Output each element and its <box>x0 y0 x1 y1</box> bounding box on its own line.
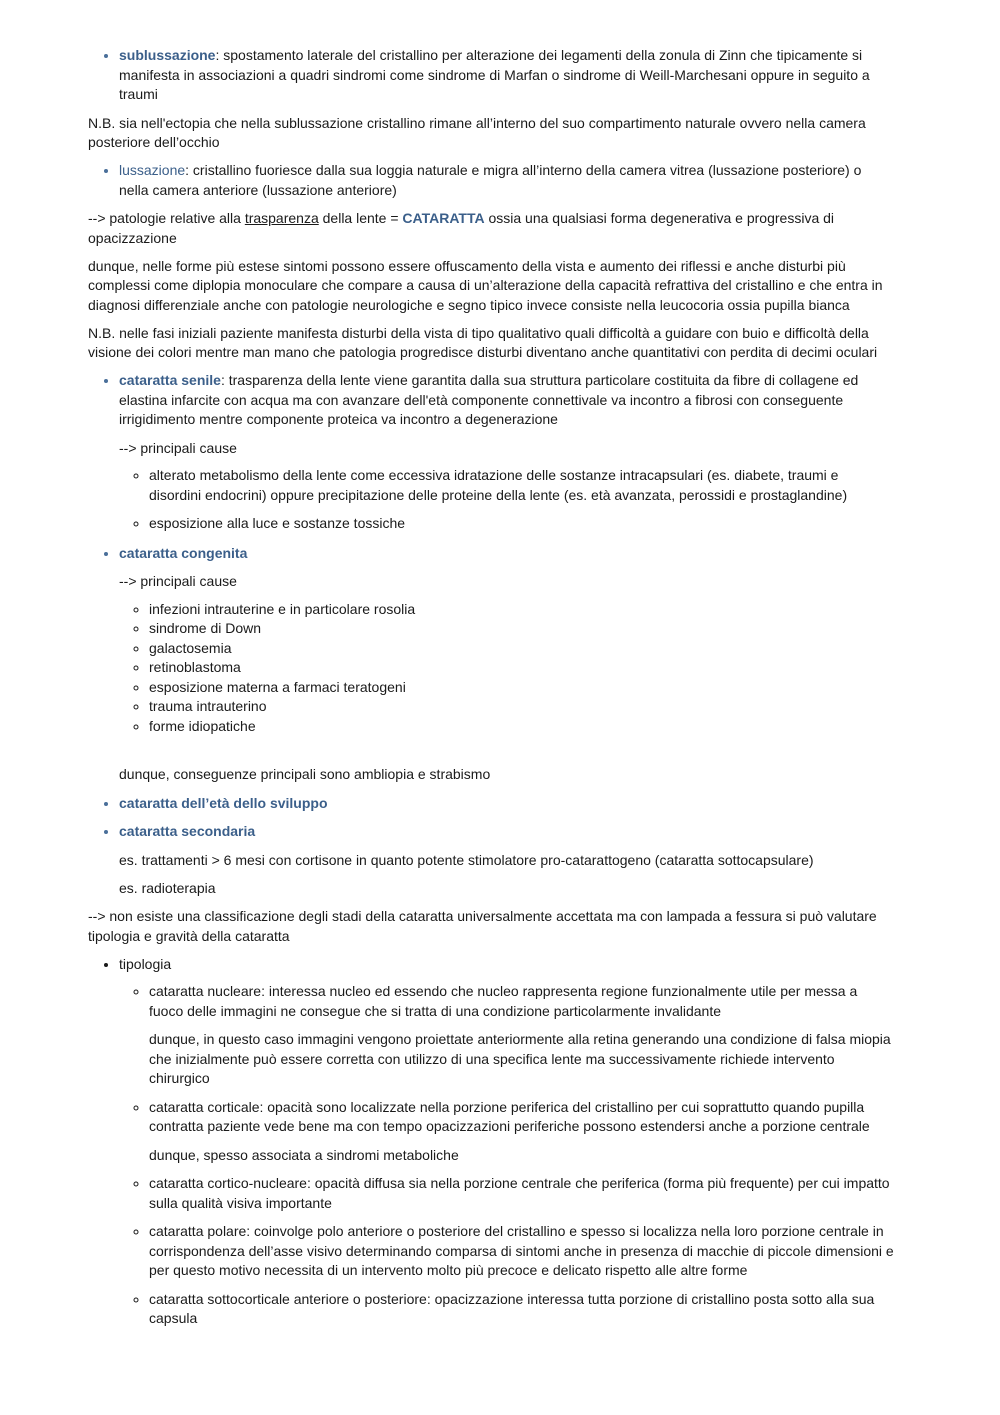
term-cataratta-secondaria: cataratta secondaria <box>119 823 256 839</box>
trasparenza-middle: della lente = <box>318 210 403 226</box>
text-sublussazione: : spostamento laterale del cristallino per alterazione dei legamenti della zonula di Zinn che tipicamente si manifesta in associazioni a quadri sindromi come sindrome di Marfan o sindrome di Weill-Marchesani oppure in seguito a traumi <box>119 47 870 102</box>
nb-fasi-paragraph: N.B. nelle fasi iniziali paziente manifesta disturbi della vista di tipo qualitativo quali difficoltà a guidare con buio e difficoltà della visione dei colori mentre man mano che patologia progredisce disturbi diventano anche quantitativi con perdita di decimi oculari <box>88 324 878 360</box>
text-lussazione: : cristallino fuoriesce dalla sua loggia naturale e migra all’interno della camera vitrea (lussazione posteriore) o nella camera anteriore (lussazione anteriore) <box>119 162 862 198</box>
congenita-cause-label: --> principali cause <box>119 573 237 589</box>
list-item-cataratta-sviluppo <box>119 794 894 814</box>
list-sublussazione <box>88 46 894 105</box>
trasparenza-suffix: ossia una qualsiasi forma degenerativa e progressiva di opacizzazione <box>88 210 835 246</box>
trasparenza-paragraph <box>88 209 894 248</box>
list-item-congenita-cause: ◦ galactosemia <box>149 639 894 659</box>
secondaria-es1: es. trattamenti > 6 mesi con cortisone in quanto potente stimolatore pro-catarattogeno (cataratta sottocapsulare) <box>119 851 814 868</box>
sintomi-paragraph: dunque, nelle forme più estese sintomi possono essere offuscamento della vista e aumento dei riflessi e anche disturbi più complessi come diplopia monoculare che compare a causa di un’alterazione della capacità refrattiva del cristallino e che entra in diagnosi differenziale anche con patologie neurologiche e segno tipico invece consiste nella leucocoria ossia pupilla bianca <box>88 257 883 313</box>
term-cataratta-senile: cataratta senile <box>119 372 221 388</box>
list-item-cataratta-senile <box>119 371 894 534</box>
list-item-congenita-cause: ◦ forme idiopatiche <box>149 717 894 737</box>
list-tipologia <box>88 955 894 1329</box>
trasparenza-underlined: trasparenza <box>244 210 319 226</box>
list-item-tipologia-polare: ◦ cataratta polare: coinvolge polo anteriore o posteriore del cristallino e spesso si localizza nella loro porzione centrale in corrispondenza dell’asse visivo determinando comparsa di sintomi anche in presenza di macchie di piccole dimensioni e per questo motivo necessita di un intervento molto più precoce e delicato rispetto alle altre forme <box>149 1222 894 1281</box>
list-tipologia-items <box>119 982 894 1329</box>
tipologia-nucleare-text: cataratta nucleare: interessa nucleo ed essendo che nucleo rappresenta regione funzionalmente utile per messa a fuoco delle immagini ne consegue che si tratta di una condizione particolarmente invalidante <box>149 983 858 1019</box>
term-sublussazione: sublussazione <box>119 47 216 63</box>
list-item-tipologia-nucleare <box>149 982 894 1089</box>
classificazione-paragraph: --> non esiste una classificazione degli stadi della cataratta universalmente accettata ma con lampada a fessura si può valutare tipologia e gravità della cataratta <box>88 908 877 944</box>
list-item-congenita-cause: ◦ trauma intrauterino <box>149 697 894 717</box>
senile-cause-label: --> principali cause <box>119 439 237 456</box>
list-item-congenita-cause: ◦ sindrome di Down <box>149 619 894 639</box>
secondaria-es2: es. radioterapia <box>119 880 216 896</box>
list-item-tipologia-corticale <box>149 1098 894 1166</box>
tipologia-label: tipologia <box>119 955 172 972</box>
list-item-cataratta-congenita <box>119 544 894 785</box>
tipologia-corticale-note: dunque, spesso associata a sindromi metaboliche <box>149 1146 459 1163</box>
list-senile-cause <box>119 466 894 534</box>
term-cataratta-congenita: cataratta congenita <box>119 544 248 561</box>
list-item-tipologia-sottocorticale: ◦ cataratta sottocorticale anteriore o posteriore: opacizzazione interessa tutta porzione di cristallino posta sotto alla sua capsula <box>149 1290 894 1329</box>
text-cataratta-senile: : trasparenza della lente viene garantita dalla sua struttura particolare costituita da fibre di collagene ed elastina infarcite con acqua ma con avanzare dell'età componente connettivale va incontro a fibrosi con conseguente irrigidimento mentre componente proteica va incontro a degenerazione <box>119 372 859 427</box>
list-item-cataratta-secondaria <box>119 822 894 899</box>
list-lussazione <box>88 161 894 200</box>
list-item-senile-cause: ◦ esposizione alla luce e sostanze tossiche <box>149 514 894 534</box>
list-item-sublussazione <box>119 46 894 105</box>
list-item-congenita-cause: ◦ esposizione materna a farmaci teratogeni <box>149 678 894 698</box>
term-lussazione: lussazione <box>119 162 186 178</box>
nb-ectopia-paragraph: N.B. sia nell'ectopia che nella sublussazione cristallino rimane all’interno del suo compartimento naturale ovvero nella camera posteriore dell’occhio <box>88 114 866 150</box>
list-item-lussazione <box>119 161 894 200</box>
list-cataratta-forme <box>88 371 894 899</box>
tipologia-nucleare-note: dunque, in questo caso immagini vengono proiettate anteriormente alla retina generando una condizione di falsa miopia che inizialmente può essere corretta con utilizzo di una specifica lente ma successivamente richiede intervento chirurgico <box>149 1031 891 1086</box>
trasparenza-prefix: --> patologie relative alla <box>88 210 245 226</box>
term-cataratta-sviluppo: cataratta dell’età dello sviluppo <box>119 794 328 811</box>
list-item-congenita-cause: ◦ infezioni intrauterine e in particolare rosolia <box>149 600 894 620</box>
congenita-conseguenze: dunque, conseguenze principali sono ambliopia e strabismo <box>119 766 491 782</box>
list-congenita-cause <box>119 600 894 737</box>
tipologia-corticale-text: cataratta corticale: opacità sono localizzate nella porzione periferica del cristallino per cui soprattutto quando pupilla contratta paziente vede bene ma con tempo opacizzazioni periferiche possono estendersi anche a porzione centrale <box>149 1098 870 1134</box>
list-item-tipologia <box>119 955 894 1329</box>
list-item-tipologia-cortico-nucleare: ◦ cataratta cortico-nucleare: opacità diffusa sia nella porzione centrale che periferica (forma più frequente) per cui impatto sulla qualità visiva importante <box>149 1174 894 1213</box>
list-item-congenita-cause: ◦ retinoblastoma <box>149 658 894 678</box>
document-page <box>88 46 894 1338</box>
cataratta-highlight: CATARATTA <box>402 210 485 226</box>
list-item-senile-cause: ◦ alterato metabolismo della lente come eccessiva idratazione delle sostanze intracapsulari (es. diabete, traumi e disordini endocrini) oppure precipitazione delle proteine della lente (es. età avanzata, perossidi e prostaglandine) <box>149 466 894 505</box>
